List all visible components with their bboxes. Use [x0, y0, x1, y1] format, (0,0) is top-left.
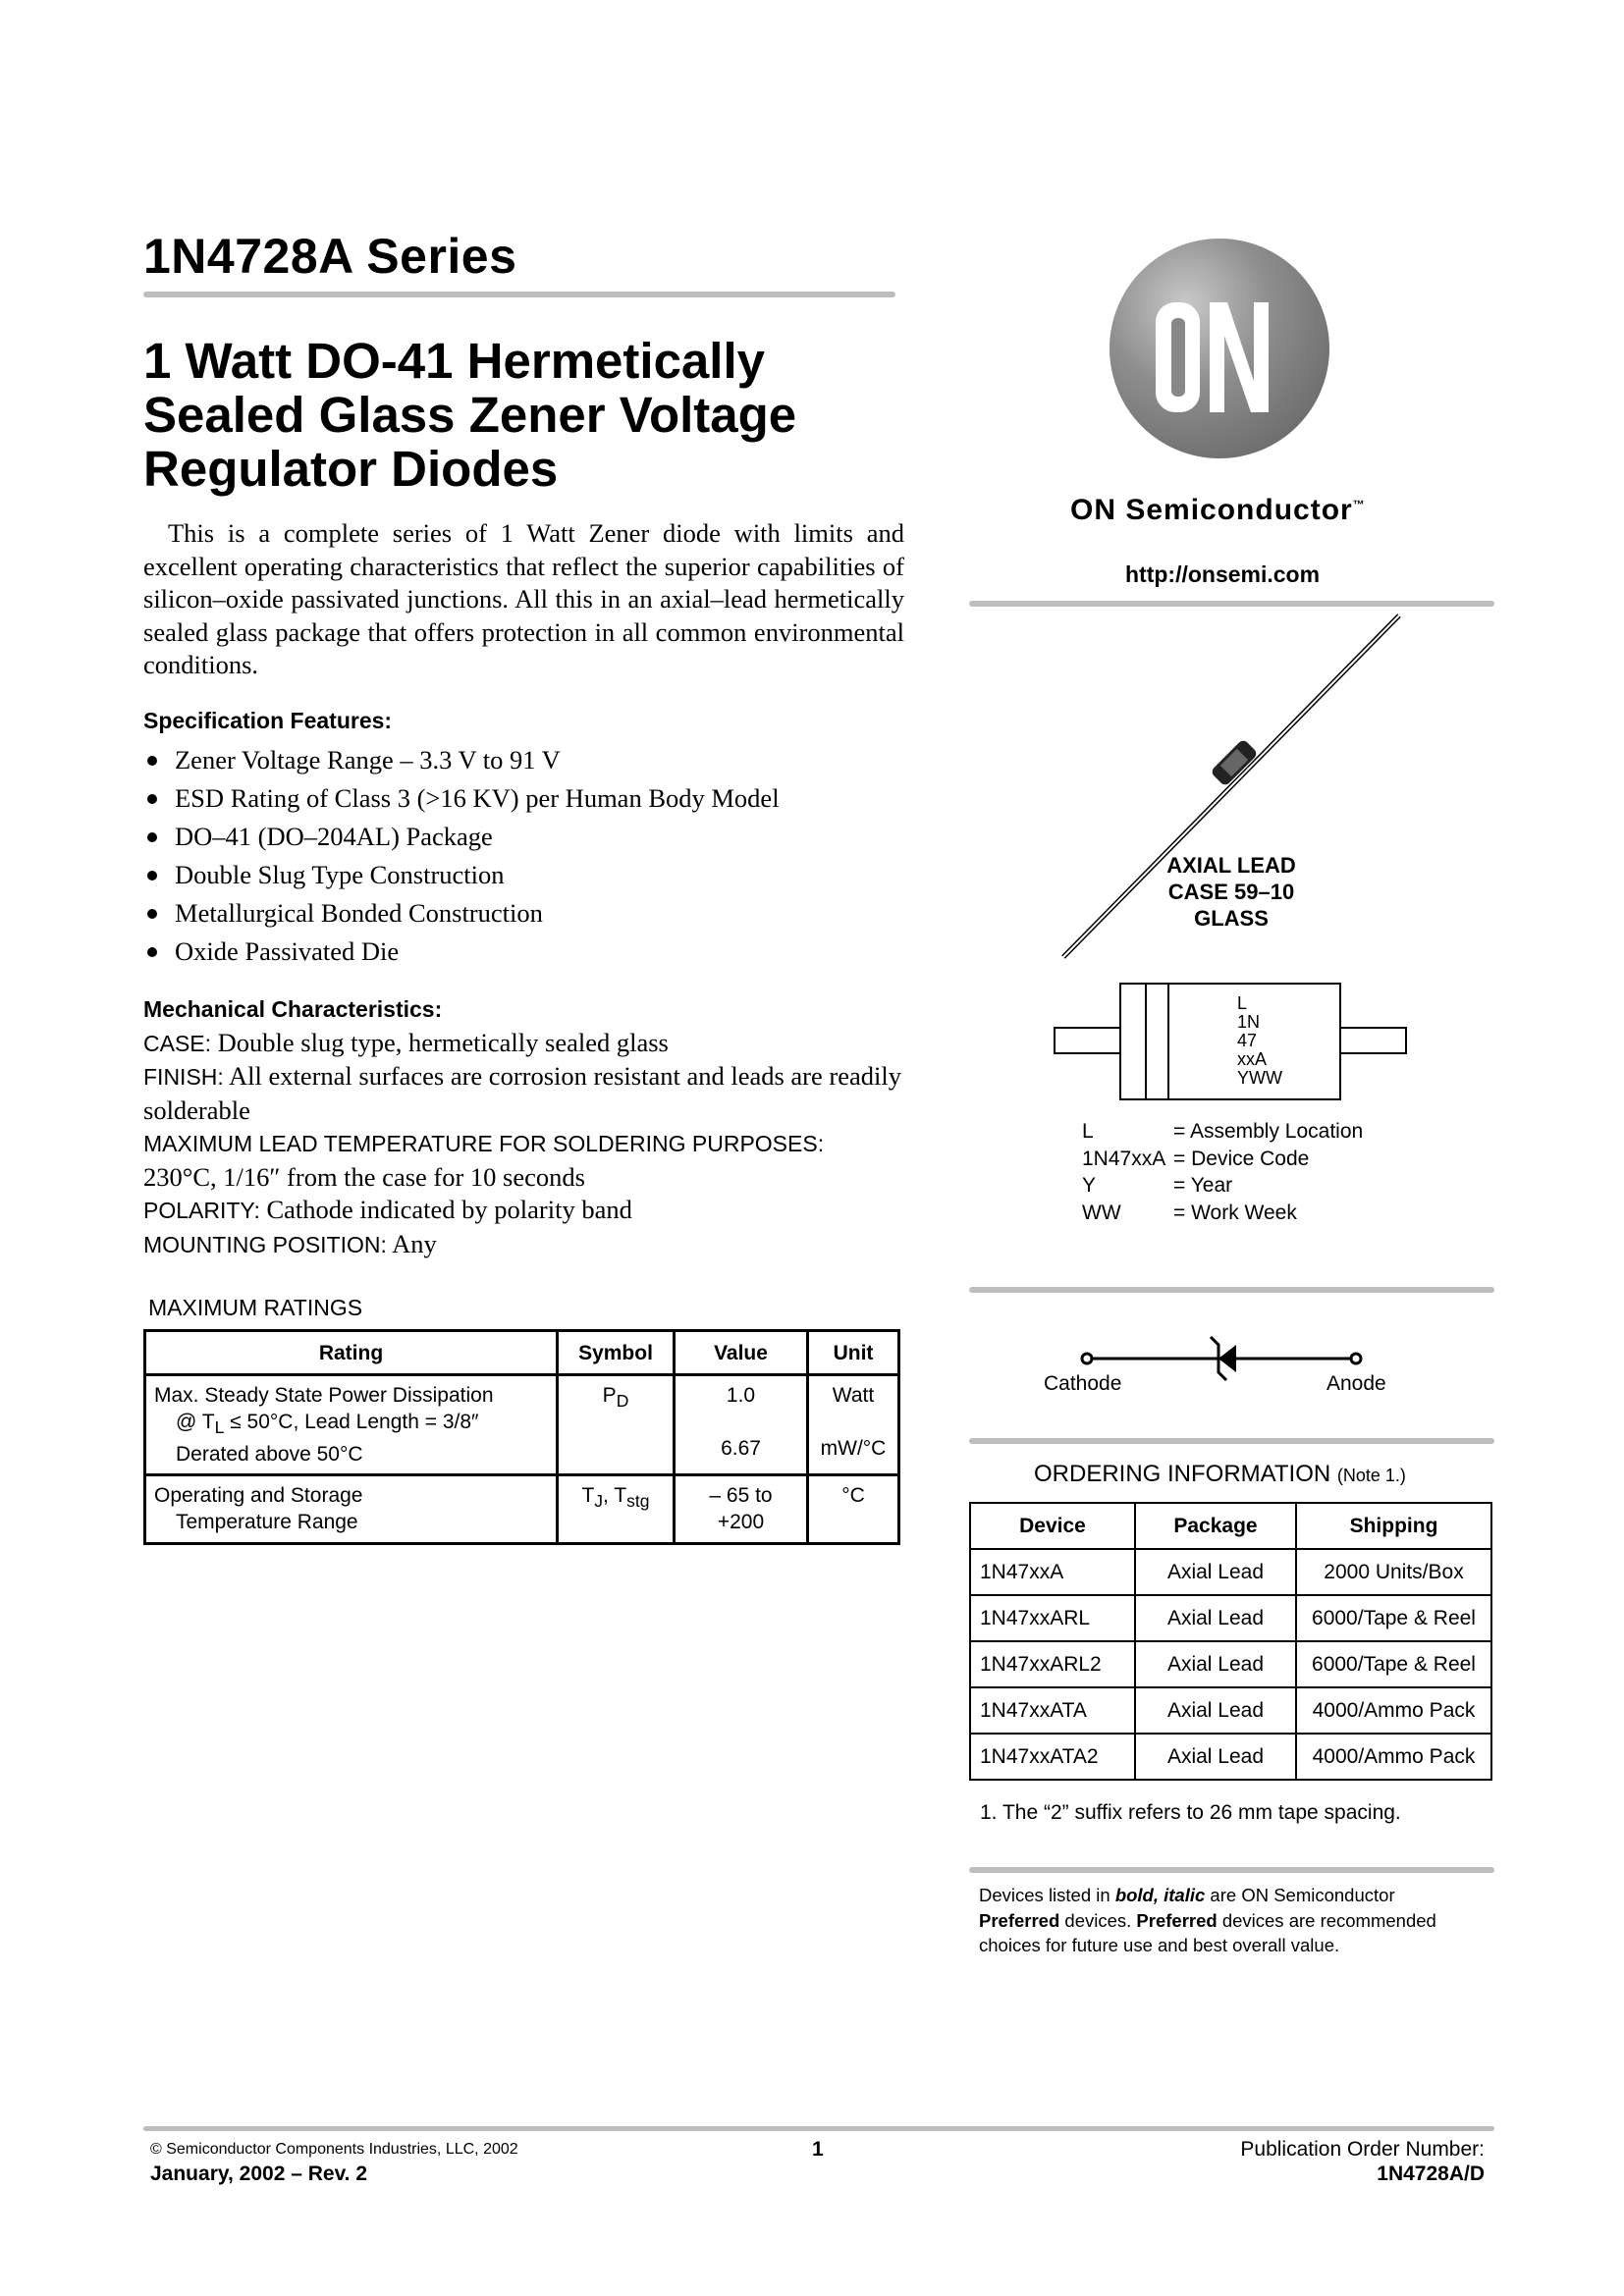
polarity-label: POLARITY:: [143, 1198, 260, 1224]
page-number: 1: [812, 2138, 824, 2161]
bullet-icon: [147, 871, 157, 881]
spec-features-list: [143, 741, 780, 971]
mounting-value: Any: [392, 1228, 437, 1258]
max-ratings-heading: MAXIMUM RATINGS: [148, 1295, 363, 1320]
unit-cell: °C: [808, 1475, 899, 1544]
table-row: [970, 1595, 1491, 1641]
ordering-heading: ORDERING INFORMATION (Note 1.): [1034, 1461, 1406, 1487]
list-item-text: Oxide Passivated Die: [175, 936, 400, 966]
bullet-icon: [147, 832, 157, 842]
bullet-icon: [147, 794, 157, 804]
finish-value: All external surfaces are corrosion resistant and leads are readily solderable: [143, 1061, 901, 1126]
list-item-text: DO–41 (DO–204AL) Package: [175, 822, 493, 851]
bullet-icon: [147, 756, 157, 766]
marking-legend: L = Assembly Location 1N47xxA = Device Code Y = Year WW = Work Week: [1082, 1120, 1364, 1224]
max-ratings-table: [143, 1329, 900, 1545]
device-cell: 1N47xxARL: [970, 1595, 1135, 1641]
subtitle-line: 1 Watt DO-41 Hermetically: [143, 333, 765, 389]
rating-line: Derated above 50°C: [176, 1443, 363, 1467]
value-cell: – 65 to +200: [675, 1475, 808, 1544]
package-cell: Axial Lead: [1135, 1549, 1296, 1595]
unit-cell: Watt mW/°C: [808, 1375, 899, 1475]
date-revision: January, 2002 – Rev. 2: [150, 2163, 368, 2185]
lead-temp-label: MAXIMUM LEAD TEMPERATURE FOR SOLDERING PURPOSES:: [143, 1130, 825, 1156]
device-cell: 1N47xxATA: [970, 1687, 1135, 1734]
table-row: [970, 1641, 1491, 1687]
list-item-text: Metallurgical Bonded Construction: [175, 898, 543, 928]
case-label: CASE:: [143, 1030, 212, 1056]
rating-cell: Operating and Storage Temperature Range: [145, 1475, 558, 1544]
shipping-cell: 6000/Tape & Reel: [1296, 1641, 1491, 1687]
mechanical-characteristics: [143, 993, 909, 1262]
subtitle-line: Regulator Diodes: [143, 441, 559, 497]
intro-paragraph: This is a complete series of 1 Watt Zener diode with limits and excellent operating characteristics that reflect the superior capabilities of silicon–oxide passivated junctions. All this in an axial–lead hermetically sealed glass package that offers protection in all common environmental conditions.: [143, 518, 904, 679]
document-subtitle: [143, 334, 909, 496]
table-header-row: [970, 1503, 1491, 1549]
column-header: Package: [1135, 1503, 1296, 1549]
subtitle-line: Sealed Glass Zener Voltage: [143, 387, 797, 443]
table-row: [145, 1475, 899, 1544]
shipping-cell: 4000/Ammo Pack: [1296, 1734, 1491, 1780]
section-rule: [969, 1867, 1494, 1873]
list-item: [143, 894, 780, 933]
table-row: [970, 1734, 1491, 1780]
package-cell: Axial Lead: [1135, 1641, 1296, 1687]
ordering-note: 1. The “2” suffix refers to 26 mm tape spacing.: [980, 1801, 1401, 1824]
list-item: [143, 933, 780, 971]
section-rule: [969, 601, 1494, 607]
cathode-label: Cathode: [1044, 1372, 1122, 1395]
rating-line: @ $T_L \le 50^\circ C$, Lead Length = 3/8″: [176, 1411, 479, 1438]
column-header: Symbol: [558, 1331, 675, 1375]
spec-features-heading: Specification Features:: [143, 708, 393, 733]
finish-label: FINISH:: [143, 1064, 224, 1091]
footer-rule: [143, 2126, 1494, 2131]
shipping-cell: 6000/Tape & Reel: [1296, 1595, 1491, 1641]
mounting-label: MOUNTING POSITION:: [143, 1231, 387, 1257]
lead-temp-value: 230°C, 1/16″ from the case for 10 seconds: [143, 1161, 585, 1192]
device-cell: 1N47xxATA2: [970, 1734, 1135, 1780]
list-item: [143, 856, 780, 894]
list-item-text: Zener Voltage Range – 3.3 V to 91 V: [175, 745, 561, 774]
column-header: Value: [675, 1331, 808, 1375]
package-cell: Axial Lead: [1135, 1687, 1296, 1734]
device-cell: 1N47xxARL2: [970, 1641, 1135, 1687]
section-rule: [969, 1438, 1494, 1444]
list-item-text: ESD Rating of Class 3 (>16 KV) per Human Body Model: [175, 783, 780, 813]
symbol-cell: $T_J$, $T_{stg}$: [558, 1475, 675, 1544]
title-rule: [143, 292, 895, 297]
case-value: Double slug type, hermetically sealed glass: [217, 1027, 669, 1057]
section-rule: [969, 1287, 1494, 1293]
marking-text: L 1N 47 xxA YWW: [1237, 993, 1282, 1088]
shipping-cell: 2000 Units/Box: [1296, 1549, 1491, 1595]
table-row: [970, 1687, 1491, 1734]
on-logo-icon: [1100, 234, 1345, 469]
shipping-cell: 4000/Ammo Pack: [1296, 1687, 1491, 1734]
symbol-cell: $P_D$: [558, 1375, 675, 1475]
rating-line: Max. Steady State Power Dissipation: [154, 1384, 494, 1407]
table-header-row: [145, 1331, 899, 1375]
website-link[interactable]: http://onsemi.com: [1125, 561, 1321, 587]
column-header: Shipping: [1296, 1503, 1491, 1549]
package-cell: Axial Lead: [1135, 1734, 1296, 1780]
list-item: [143, 779, 780, 818]
column-header: Device: [970, 1503, 1135, 1549]
list-item: [143, 741, 780, 779]
ordering-table: [969, 1502, 1492, 1781]
mechanical-heading: Mechanical Characteristics:: [143, 996, 443, 1022]
publication-number: 1N4728A/D: [1377, 2163, 1485, 2185]
preferred-devices-note: Devices listed in bold, italic are ON Semiconductor Preferred devices. Preferred devices are recommended choices for future use and best overall value.: [979, 1885, 1436, 1955]
bullet-icon: [147, 947, 157, 957]
copyright: © Semiconductor Components Industries, LLC, 2002: [150, 2141, 518, 2158]
column-header: Unit: [808, 1331, 899, 1375]
package-cell: Axial Lead: [1135, 1595, 1296, 1641]
company-name: ON Semiconductor™: [1070, 494, 1366, 526]
column-header: Rating: [145, 1331, 558, 1375]
bullet-icon: [147, 909, 157, 919]
table-row: [970, 1549, 1491, 1595]
publication-label: Publication Order Number:: [1240, 2138, 1485, 2161]
package-label: AXIAL LEAD CASE 59–10 GLASS: [1166, 853, 1296, 931]
device-cell: 1N47xxA: [970, 1549, 1135, 1595]
series-title: 1N4728A Series: [143, 229, 517, 284]
table-row: [145, 1375, 899, 1475]
anode-label: Anode: [1326, 1372, 1386, 1395]
list-item-text: Double Slug Type Construction: [175, 860, 505, 889]
marking-diagram: [1053, 982, 1408, 1103]
list-item: [143, 818, 780, 856]
rating-cell: [145, 1375, 558, 1475]
polarity-value: Cathode indicated by polarity band: [266, 1195, 632, 1225]
value-cell: 1.0 6.67: [675, 1375, 808, 1475]
